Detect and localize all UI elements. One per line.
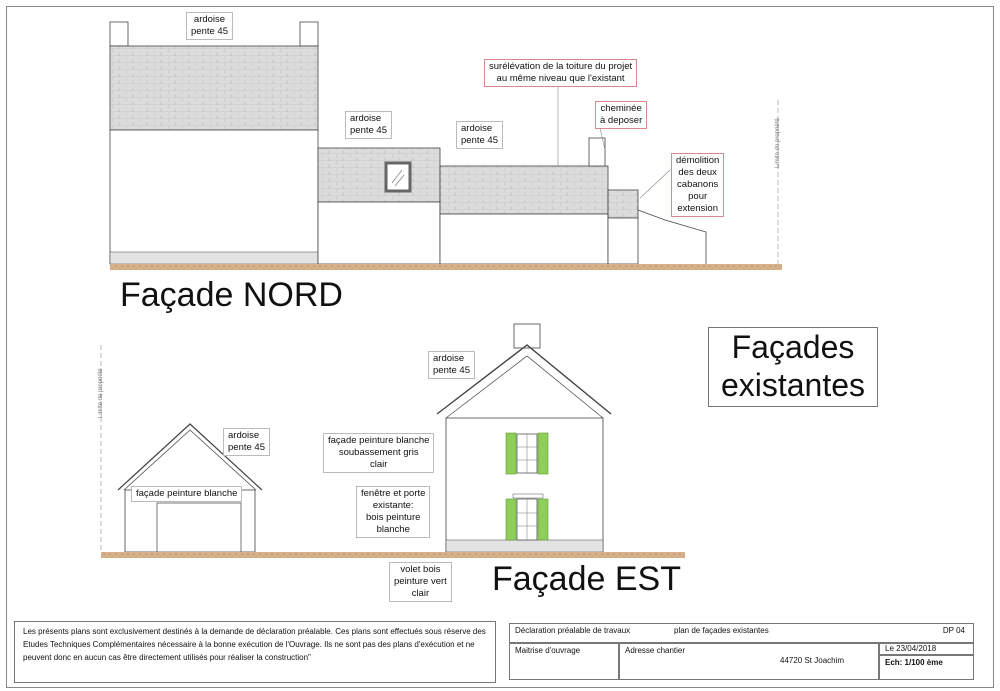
- ground-est: [101, 552, 685, 558]
- ground-nord: [110, 264, 782, 270]
- facade-est-title: Façade EST: [492, 560, 681, 598]
- cartouche-declaration: Déclaration préalable de travaux: [515, 626, 631, 635]
- wall-cabanon: [608, 218, 638, 264]
- chimney-left: [110, 22, 128, 46]
- roof-mid: [318, 148, 440, 202]
- cartouche-plan: plan de façades existantes: [674, 626, 769, 635]
- chimney-right: [300, 22, 318, 46]
- note-nord-ardoise-left: ardoise pente 45: [186, 12, 233, 40]
- shutter-lower-left: [506, 499, 516, 540]
- cabanon-roof-slope: [638, 210, 706, 264]
- note-nord-cheminee: cheminée à deposer: [595, 101, 647, 129]
- roof-cabanon: [608, 190, 638, 218]
- note-est-ardoise-garage: ardoise pente 45: [223, 428, 270, 456]
- cartouche-date: Le 23/04/2018: [879, 643, 974, 655]
- note-nord-ardoise-mid: ardoise pente 45: [345, 111, 392, 139]
- note-est-ardoise-house: ardoise pente 45: [428, 351, 475, 379]
- cartouche-ville: 44720 St Joachim: [780, 656, 845, 665]
- shutter-lower-right: [538, 499, 548, 540]
- roof-right: [440, 166, 608, 214]
- wall-mid: [318, 202, 440, 264]
- cartouche-dp: DP 04: [942, 626, 965, 635]
- wall-main: [110, 130, 318, 264]
- plinth-main: [110, 252, 318, 264]
- cartouche-echelle: Ech: 1/100 ème: [879, 655, 974, 680]
- note-nord-demolition: démolition des deux cabanons pour extension: [671, 153, 724, 217]
- facade-nord-title: Façade NORD: [120, 276, 343, 314]
- roof-main: [110, 46, 318, 130]
- garage-door: [157, 503, 241, 552]
- cartouche-declaration-row: [509, 623, 974, 643]
- note-est-volet: volet bois peinture vert clair: [389, 562, 452, 602]
- chimney-to-remove: [589, 138, 605, 166]
- facade-nord: [110, 22, 782, 270]
- roof-window: [386, 163, 410, 191]
- wall-right: [440, 214, 608, 264]
- note-est-facade-garage: façade peinture blanche: [131, 486, 242, 502]
- cartouche-adresse: Adresse chantier 44720 St Joachim: [619, 643, 879, 680]
- disclaimer: Les présents plans sont exclusivement destinés à la demande de déclaration préalable. Ces plans sont effectués sous réserve des Etudes Techniques Complémentaires nécessaire à la bonne exécution de l'Ouvrage. Ils ne sont pas des plans d'exécution et ne peuvent donc en aucun cas être directement utilisés pour réaliser la construction": [14, 621, 496, 683]
- limite-propriete-est-label: Limite de propriété: [98, 368, 104, 418]
- note-nord-ardoise-right: ardoise pente 45: [456, 121, 503, 149]
- cartouche-maitrise: Maitrise d'ouvrage: [509, 643, 619, 680]
- limite-propriete-nord-label: Limite de propriété: [775, 118, 781, 168]
- shutter-upper-left: [506, 433, 516, 474]
- note-est-facade-house: façade peinture blanche soubassement gris clair: [323, 433, 434, 473]
- title-block: [509, 623, 974, 680]
- house-plinth: [446, 540, 603, 552]
- note-est-fenetre: fenêtre et porte existante: bois peinture blanche: [356, 486, 430, 538]
- main-title: Façades existantes: [708, 327, 878, 407]
- shutter-upper-right: [538, 433, 548, 474]
- note-nord-surelevation: surélévation de la toiture du projet au même niveau que l'existant: [484, 59, 637, 87]
